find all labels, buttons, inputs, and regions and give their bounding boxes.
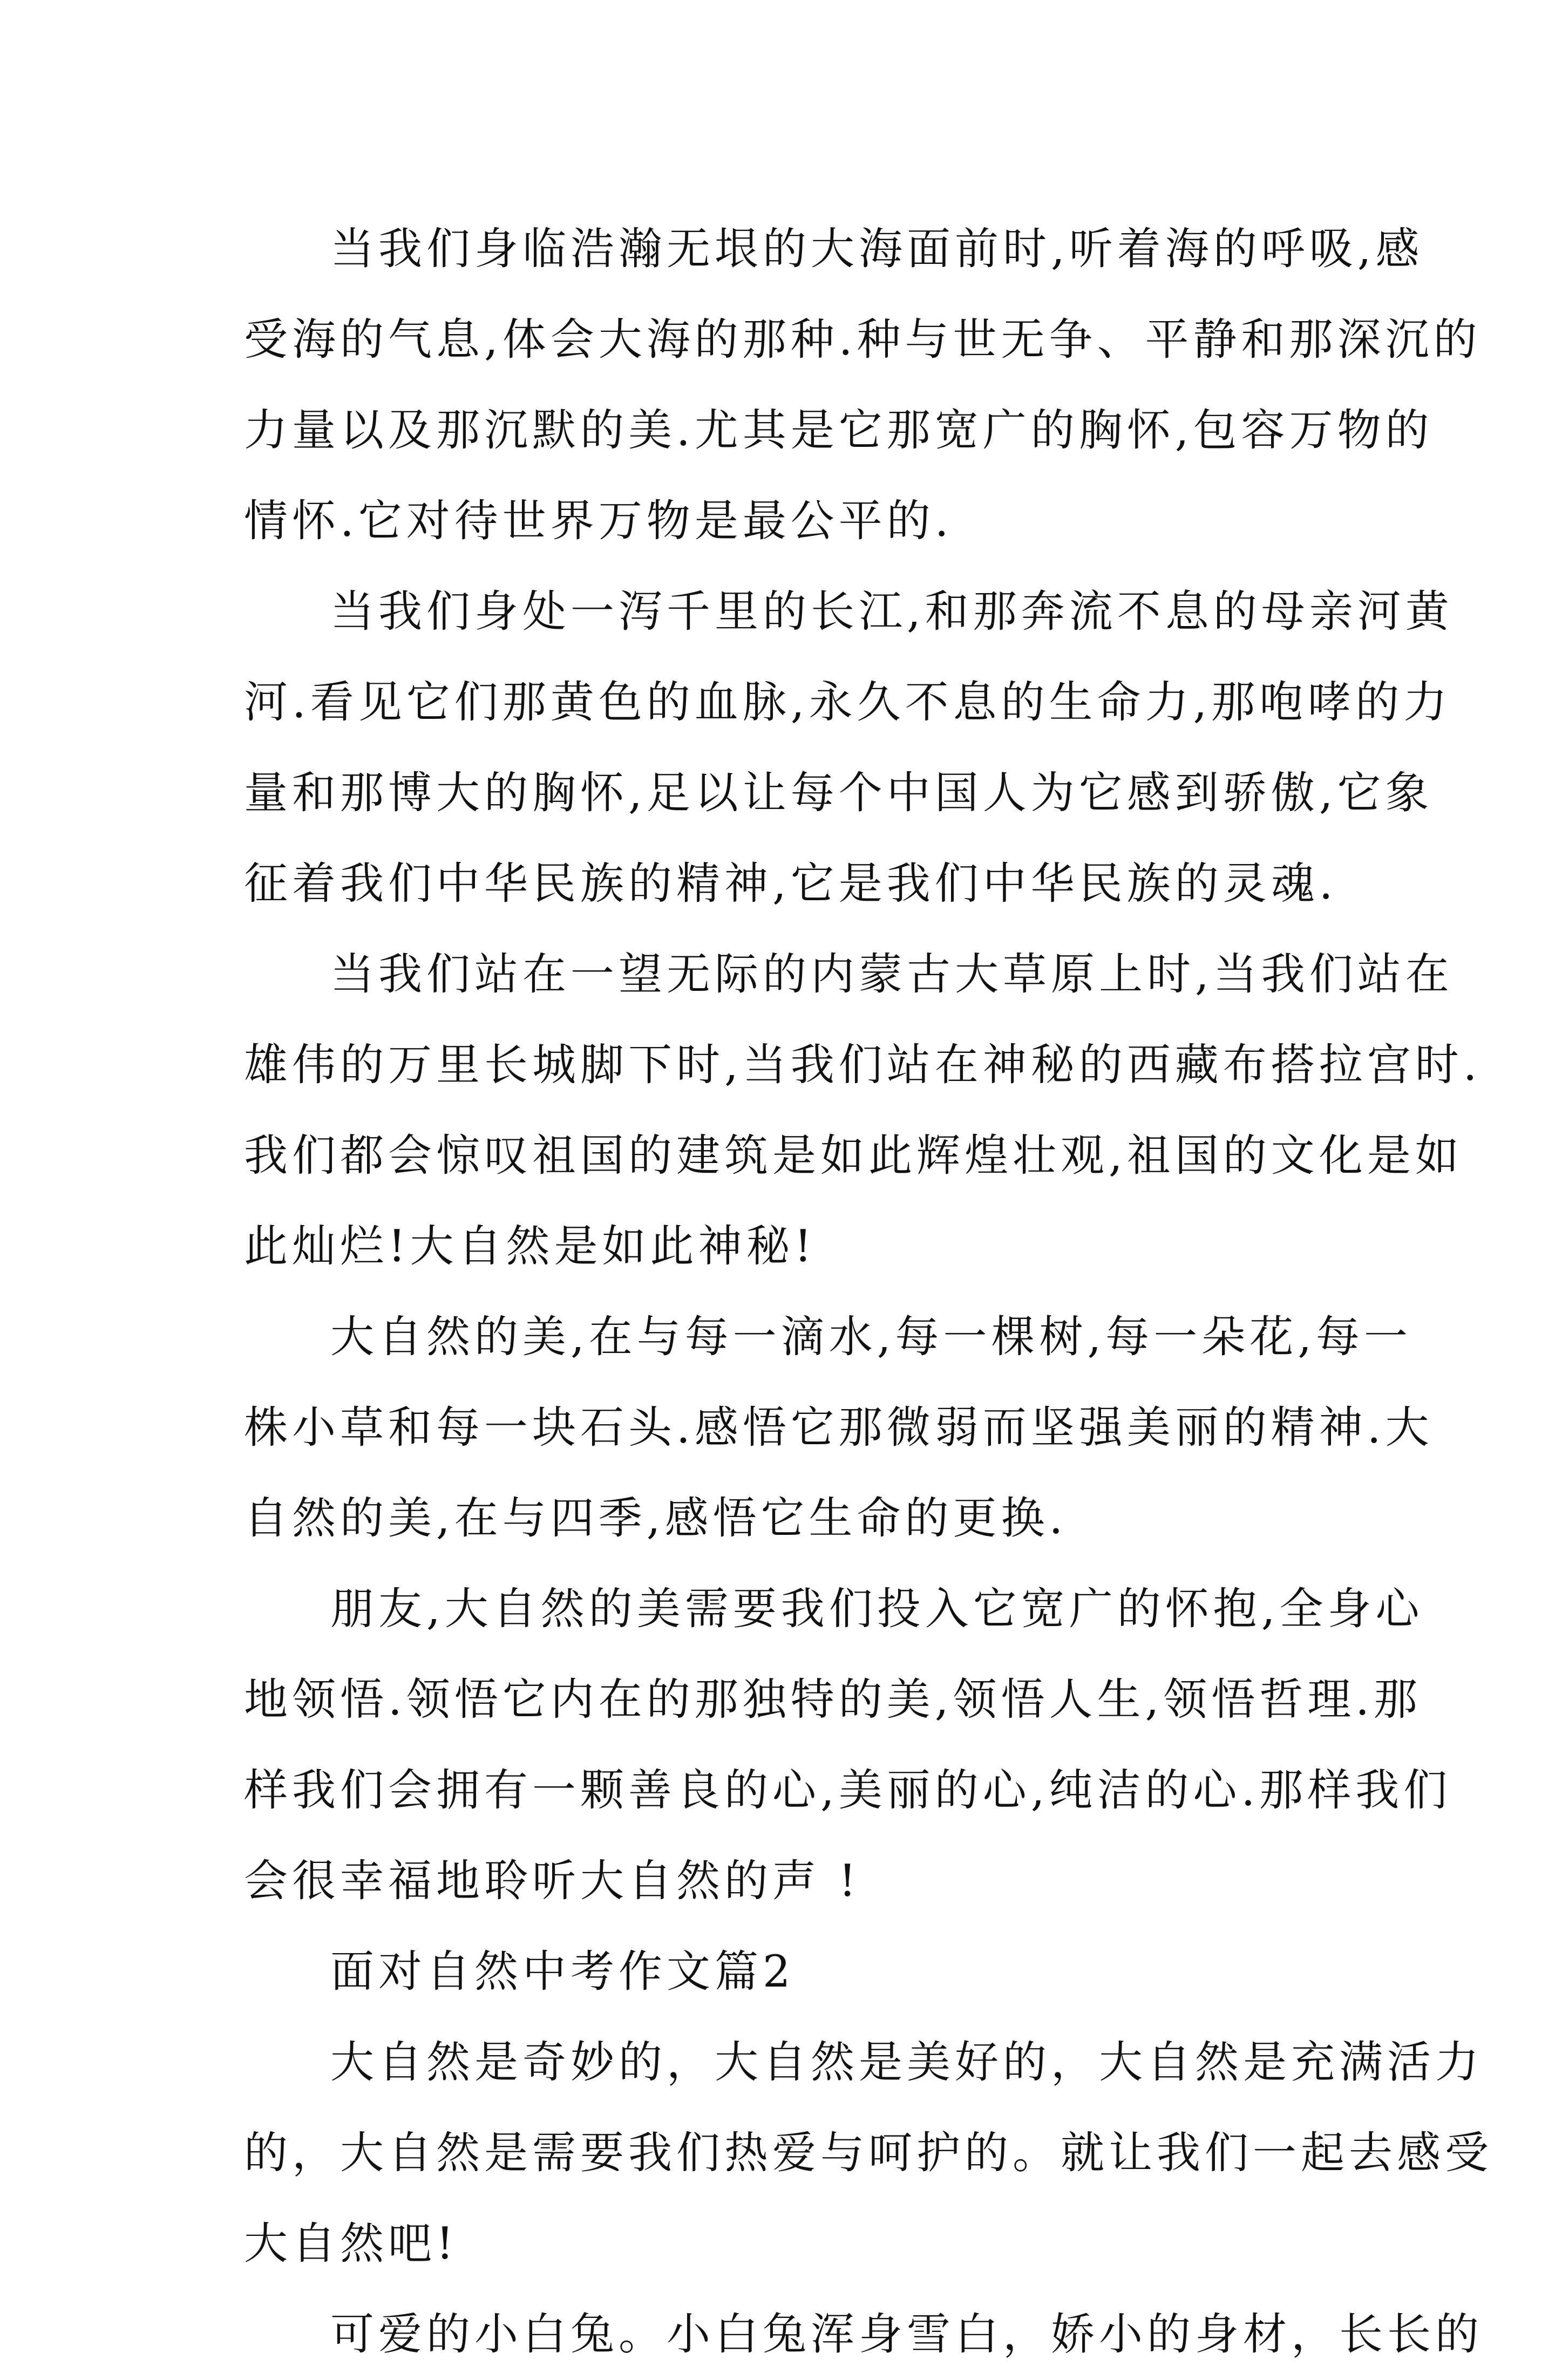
paragraph-line: 样我们会拥有一颗善良的心,美丽的心,纯洁的心.那样我们 bbox=[244, 1765, 1452, 1816]
paragraph-line: 当我们身临浩瀚无垠的大海面前时,听着海的呼吸,感 bbox=[330, 224, 1424, 275]
paragraph-sea bbox=[244, 204, 1482, 567]
paragraph-line: 大自然是奇妙的，大自然是美好的，大自然是充满活力 bbox=[330, 2037, 1484, 2088]
paragraph-line: 会很幸福地聆听大自然的声 ! bbox=[244, 1856, 861, 1907]
paragraph-line: 当我们站在一望无际的内蒙古大草原上时,当我们站在 bbox=[330, 949, 1454, 1000]
paragraph-line: 河.看见它们那黄色的血脉,永久不息的生命力,那咆哮的力 bbox=[244, 677, 1452, 728]
paragraph-landmarks bbox=[244, 929, 1482, 1292]
essay-heading: 面对自然中考作文篇2 bbox=[330, 1947, 795, 1997]
paragraph-rivers bbox=[244, 567, 1454, 929]
paragraph-line: 自然的美,在与四季,感悟它生命的更换. bbox=[244, 1493, 1068, 1544]
paragraph-line: 朋友,大自然的美需要我们投入它宽广的怀抱,全身心 bbox=[330, 1584, 1424, 1635]
paragraph-white-rabbit bbox=[244, 2289, 1484, 2380]
paragraph-line: 力量以及那沉默的美.尤其是它那宽广的胸怀,包容万物的 bbox=[244, 405, 1434, 456]
paragraph-line: 情怀.它对待世界万物是最公平的. bbox=[244, 496, 953, 547]
paragraph-line: 量和那博大的胸怀,足以让每个中国人为它感到骄傲,它象 bbox=[244, 768, 1434, 819]
paragraph-line: 的，大自然是需要我们热爱与呵护的。就让我们一起去感受 bbox=[244, 2128, 1493, 2179]
paragraph-friend bbox=[244, 1564, 1452, 1927]
paragraph-line: 征着我们中华民族的精神,它是我们中华民族的灵魂. bbox=[244, 859, 1337, 909]
document-body bbox=[244, 204, 1493, 2380]
paragraph-line: 大自然的美,在与每一滴水,每一棵树,每一朵花,每一 bbox=[330, 1312, 1412, 1363]
paragraph-line: 大自然吧! bbox=[244, 2219, 458, 2269]
paragraph-line: 可爱的小白兔。小白兔浑身雪白，娇小的身材，长长的 bbox=[330, 2309, 1484, 2360]
paragraph-line: 受海的气息,体会大海的那种.种与世无争、平静和那深沉的 bbox=[244, 315, 1482, 365]
paragraph-nature-beauty bbox=[244, 1292, 1434, 1564]
paragraph-wonderful-nature bbox=[244, 2017, 1493, 2289]
paragraph-line: 地领悟.领悟它内在的那独特的美,领悟人生,领悟哲理.那 bbox=[244, 1675, 1422, 1725]
paragraph-line: 株小草和每一块石头.感悟它那微弱而坚强美丽的精神.大 bbox=[244, 1403, 1434, 1453]
paragraph-line: 此灿烂!大自然是如此神秘! bbox=[244, 1221, 817, 1272]
paragraph-line: 当我们身处一泻千里的长江,和那奔流不息的母亲河黄 bbox=[330, 587, 1454, 637]
paragraph-line: 雄伟的万里长城脚下时,当我们站在神秘的西藏布搭拉宫时. bbox=[244, 1040, 1482, 1091]
paragraph-line: 我们都会惊叹祖国的建筑是如此辉煌壮观,祖国的文化是如 bbox=[244, 1131, 1463, 1181]
